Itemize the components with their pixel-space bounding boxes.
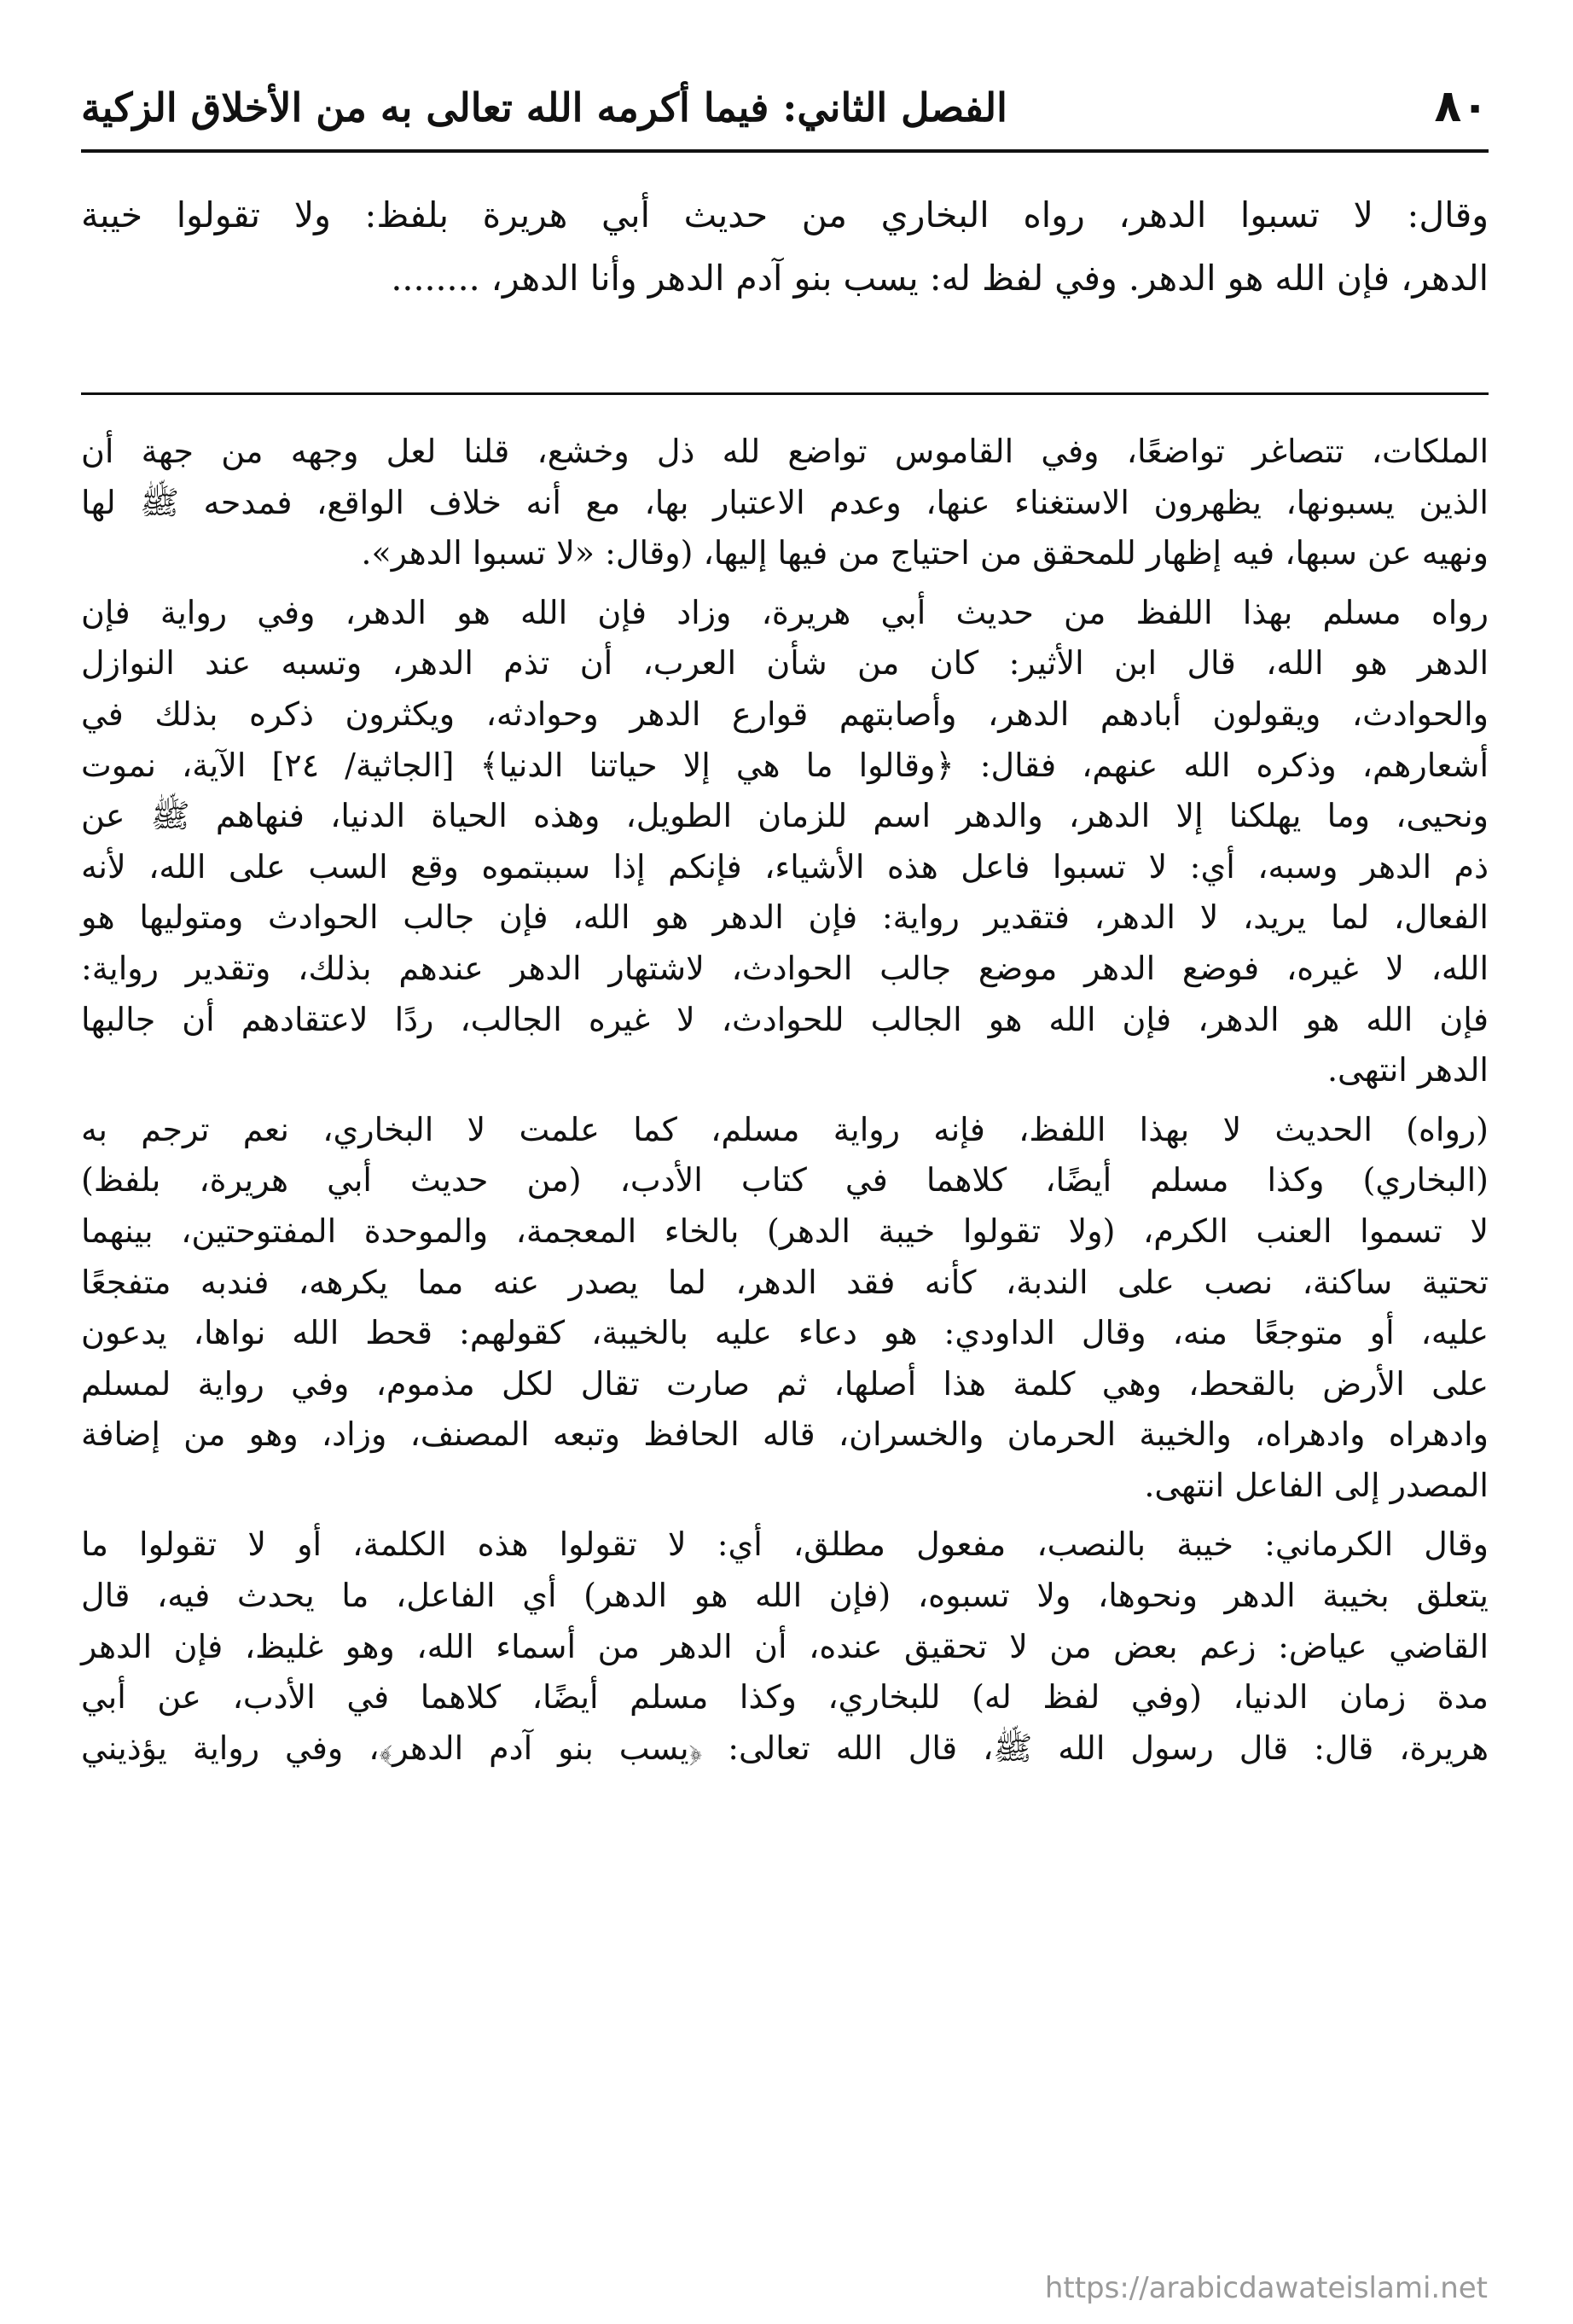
hadith-line: وقال: لا تسبوا الدهر، رواه البخاري من حديث أبي هريرة بلفظ: ولا تقولوا خيبة: [81, 195, 1489, 235]
section-divider: [81, 392, 1489, 395]
commentary-line: الذين يسبونها، يظهرون الاستغناء عنها، وعدم الاعتبار بها، مع أنه خلاف الواقع، فمدحه ﷺ لها: [81, 483, 1489, 521]
commentary-line: عليه، أو متوجعًا منه، وقال الداودي: هو دعاء عليه بالخيبة، كقولهم: قحط الله نواها، يدعون: [81, 1314, 1489, 1352]
commentary-line: المصدر إلى الفاعل انتهى.: [1144, 1466, 1489, 1504]
commentary-line: القاضي عياض: زعم بعض من لا تحقيق عنده، أن الدهر من أسماء الله، وهو غليظ، فإن الدهر: [81, 1627, 1489, 1665]
commentary-line: هريرة، قال: قال رسول الله ﷺ، قال الله تعالى: ﴿يسب بنو آدم الدهر﴾، وفي رواية يؤذيني: [81, 1728, 1489, 1767]
hadith-text: [81, 183, 1489, 310]
commentary-line: لا تسموا العنب الكرم، (ولا تقولوا خيبة الدهر) بالخاء المعجمة، والموحدة المفتوحتين، بينهما: [81, 1211, 1489, 1250]
commentary-line: وقال الكرماني: خيبة بالنصب، مفعول مطلق، أي: لا تقولوا هذه الكلمة، أو لا تقولوا ما: [81, 1525, 1489, 1564]
paragraph: [81, 1105, 1489, 1512]
commentary-line: على الأرض بالقحط، وهي كلمة هذا أصلها، ثم صارت تقال لكل مذموم، وفي رواية لمسلم: [81, 1364, 1489, 1403]
commentary-line: رواه مسلم بهذا اللفظ من حديث أبي هريرة، وزاد فإن الله هو الدهر، وفي رواية فإن: [81, 593, 1489, 631]
paragraph: [81, 588, 1489, 1096]
commentary-line: يتعلق بخيبة الدهر ونحوها، ولا تسبوه، (فإن الله هو الدهر) أي الفاعل، ما يحدث فيه، قال: [81, 1577, 1489, 1615]
commentary-line: أشعارهم، وذكره الله عنهم، فقال: ﴿وقالوا ما هي إلا حياتنا الدنيا﴾ [الجاثية/ ٢٤] الآية، نموت: [81, 746, 1489, 784]
header-rule: [81, 149, 1489, 153]
commentary-text: [81, 427, 1489, 1774]
hadith-line: الدهر، فإن الله هو الدهر. وفي لفظ له: يسب بنو آدم الدهر وأنا الدهر، ........: [391, 258, 1489, 299]
paragraph: [81, 427, 1489, 579]
commentary-line: مدة زمان الدنيا، (وفي لفظ له) للبخاري، وكذا مسلم أيضًا، كلاهما في الأدب، عن أبي: [81, 1678, 1489, 1717]
commentary-line: الدهر هو الله، قال ابن الأثير: كان من شأن العرب، أن تذم الدهر، وتسبه عند النوازل: [81, 644, 1489, 683]
commentary-line: ذم الدهر وسبه، أي: لا تسبوا فاعل هذه الأشياء، فإنكم إذا سببتموه وقع السب على الله، لأنه: [81, 847, 1489, 886]
commentary-line: ونهيه عن سبها، فيه إظهار للمحقق من احتياج من فيها إليها، (وقال: «لا تسبوا الدهر».: [361, 534, 1489, 572]
commentary-line: تحتية ساكنة، نصب على الندبة، كأنه فقد الدهر، لما يصدر عنه مما يكرهه، فندبه متفجعًا: [81, 1263, 1489, 1301]
page-number: ٨٠: [1434, 81, 1489, 132]
watermark-url: https://arabicdawateislami.net: [1044, 2271, 1488, 2305]
commentary-line: الله، لا غيره، فوضع الدهر موضع جالب الحوادث، لاشتهار الدهر عندهم بذلك، وتقدير رواية:: [81, 949, 1489, 987]
page-header: [81, 81, 1489, 149]
paragraph: [81, 1519, 1489, 1774]
commentary-line: الدهر انتهى.: [1326, 1051, 1489, 1089]
commentary-line: فإن الله هو الدهر، فإن الله هو الجالب للحوادث، لا غيره الجالب، ردًا لاعتقادهم أن جالبها: [81, 1000, 1489, 1038]
commentary-line: ونحيى، وما يهلكنا إلا الدهر، والدهر اسم للزمان الطويل، وهذه الحياة الدنيا، فنهاهم ﷺ عن: [81, 797, 1489, 835]
commentary-line: وادهراه وادهراه، والخيبة الحرمان والخسران، قاله الحافظ وتبعه المصنف، وزاد، وهو من إضافة: [81, 1415, 1489, 1454]
running-title: الفصل الثاني: فيما أكرمه الله تعالى به من الأخلاق الزكية: [81, 84, 1007, 131]
commentary-line: (رواه) الحديث لا بهذا اللفظ، فإنه رواية مسلم، كما علمت لا البخاري، نعم ترجم به: [81, 1110, 1489, 1148]
commentary-line: (البخاري) وكذا مسلم أيضًا، كلاهما في كتاب الأدب، (من حديث أبي هريرة، بلفظ): [81, 1161, 1489, 1200]
commentary-line: الملكات، تتصاغر تواضعًا، وفي القاموس تواضع لله ذل وخشع، قلنا لعل وجهه من جهة أن: [81, 433, 1489, 470]
commentary-line: والحوادث، ويقولون أبادهم الدهر، وأصابتهم قوارع الدهر وحوادثه، ويكثرون ذكره بذلك في: [81, 694, 1489, 733]
commentary-line: الفعال، لما يريد، لا الدهر، فتقدير رواية: فإن الدهر هو الله، فإن جالب الحوادث ومتوليها هو: [81, 898, 1489, 937]
